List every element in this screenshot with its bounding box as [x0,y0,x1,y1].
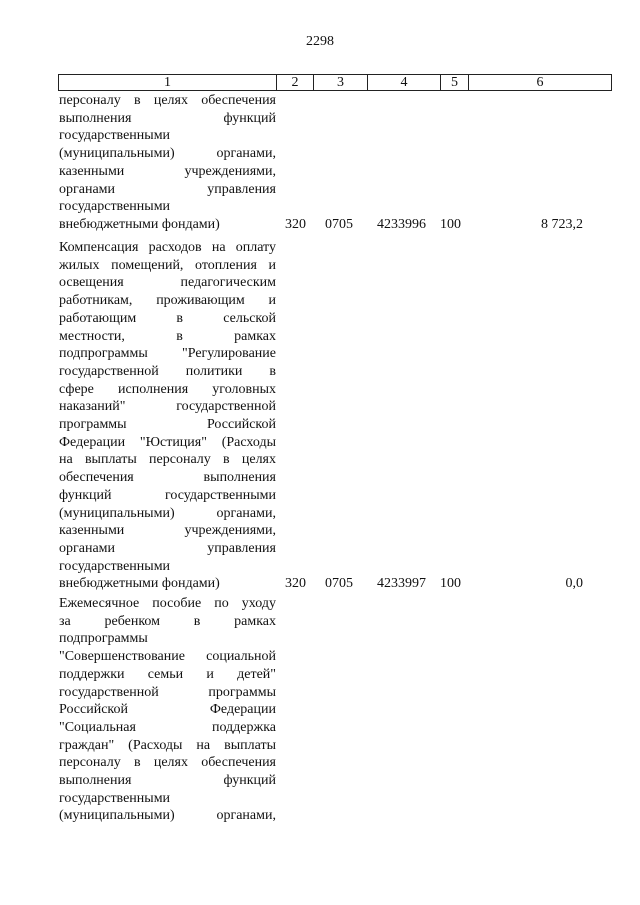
description-line: (муниципальными) органами, [59,808,276,824]
description-line: поддержки семьи и детей" [59,666,276,682]
description-line: персоналу в целях обеспечения [59,93,276,108]
target-code: 4233996 [377,217,426,232]
description-line: работающим в сельской [59,310,276,326]
description-line: "Совершенствование социальной [59,649,276,665]
column-header-2: 2 [277,75,314,91]
description-line: "Социальная поддержка [59,719,276,735]
table-row [0,595,640,835]
description-line: Российской Федерации [59,702,276,718]
row-description [59,92,276,234]
budget-rows [0,92,640,835]
description-line: государственными [59,128,171,144]
description-line: жилых помещений, отопления и [59,257,276,273]
description-line: органами управления [59,540,276,556]
row-description [59,595,276,825]
target-code: 4233997 [377,576,426,591]
column-header-1: 1 [59,75,277,91]
subsection-code: 0705 [325,576,353,591]
description-line: государственными [59,790,171,806]
description-line: граждан" (Расходы на выплаты [59,737,276,753]
table-row [0,239,640,595]
column-header-row [59,75,612,91]
description-line: функций государственными [59,487,276,503]
amount: 8 723,2 [541,217,583,232]
description-line: органами управления [59,181,276,197]
description-line: государственной политики в [59,363,276,379]
description-line: государственными [59,199,171,215]
description-line: на выплаты персоналу в целях [59,452,276,468]
column-header-4: 4 [368,75,441,91]
description-line: местности, в рамках [59,328,276,344]
description-line: государственными [59,558,171,574]
column-header-3: 3 [314,75,368,91]
description-line: государственной программы [59,684,276,700]
description-line: программы Российской [59,417,276,433]
row-description [59,239,276,593]
page-number: 2298 [306,34,334,49]
description-line: внебюджетными фондами) [59,576,220,592]
description-line: Компенсация расходов на оплату [59,240,276,255]
description-line: (муниципальными) органами, [59,505,276,521]
table-row [0,92,640,239]
column-header-table [58,74,612,91]
expense-type-code: 100 [440,576,461,591]
description-line: Ежемесячное пособие по уходу [59,596,276,611]
description-line: выполнения функций [59,110,276,126]
description-line: освещения педагогическим [59,275,276,291]
description-line: работникам, проживающим и [59,293,276,309]
column-header-5: 5 [441,75,469,91]
expense-type-code: 100 [440,217,461,232]
description-line: подпрограммы [59,631,148,647]
description-line: персоналу в целях обеспечения [59,755,276,771]
description-line: обеспечения выполнения [59,470,276,486]
description-line: внебюджетными фондами) [59,216,220,232]
subsection-code: 0705 [325,217,353,232]
section-code: 320 [285,576,306,591]
description-line: (муниципальными) органами, [59,146,276,162]
amount: 0,0 [565,576,583,591]
description-line: сфере исполнения уголовных [59,381,276,397]
column-header-6: 6 [469,75,612,91]
description-line: казенными учреждениями, [59,163,276,179]
description-line: выполнения функций [59,773,276,789]
description-line: Федерации "Юстиция" (Расходы [59,434,276,450]
description-line: наказаний" государственной [59,399,276,415]
section-code: 320 [285,217,306,232]
description-line: за ребенком в рамках [59,613,276,629]
description-line: казенными учреждениями, [59,523,276,539]
description-line: подпрограммы "Регулирование [59,346,276,362]
